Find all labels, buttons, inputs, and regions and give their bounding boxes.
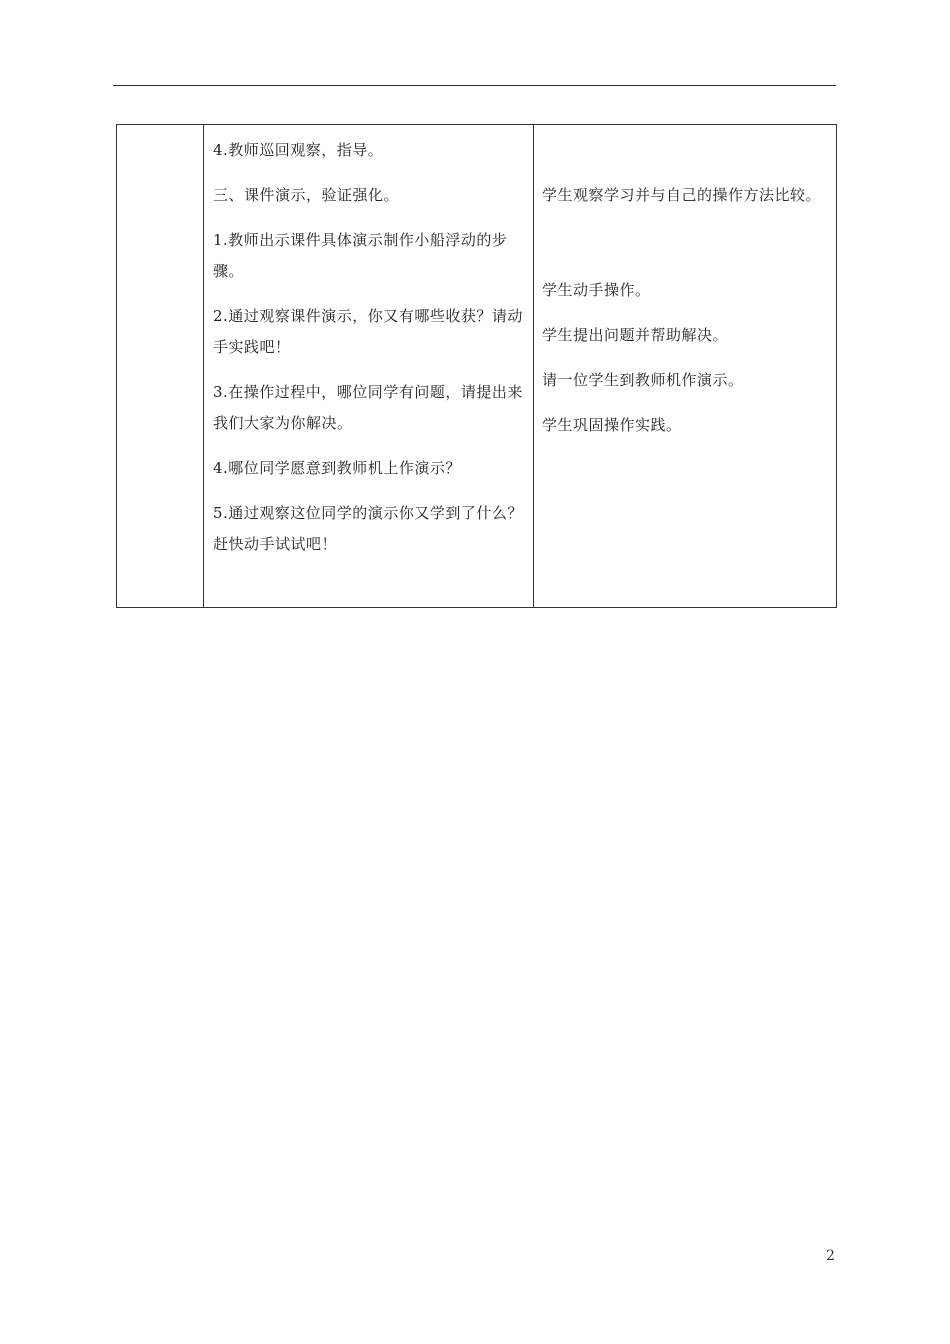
teacher-step: 3.在操作过程中，哪位同学有问题，请提出来我们大家为你解决。 — [213, 383, 523, 432]
student-activity: 学生动手操作。 — [542, 281, 651, 299]
student-activity: 学生观察学习并与自己的操作方法比较。 — [542, 186, 822, 204]
page-number: 2 — [826, 1248, 835, 1264]
section-heading: 三、课件演示，验证强化。 — [213, 186, 400, 204]
teacher-step: 5.通过观察这位同学的演示你又学到了什么？赶快动手试试吧！ — [213, 504, 523, 553]
table-row — [117, 125, 837, 608]
header-rule — [113, 85, 836, 86]
student-activity: 请一位学生到教师机作演示。 — [542, 371, 744, 389]
stage-cell — [117, 125, 204, 608]
teacher-activity-cell — [204, 125, 534, 608]
teacher-step: 4.教师巡回观察，指导。 — [213, 141, 384, 159]
teacher-step: 2.通过观察课件演示，你又有哪些收获？请动手实践吧！ — [213, 307, 523, 356]
lesson-plan-table — [116, 124, 837, 608]
student-activity: 学生提出问题并帮助解决。 — [542, 326, 729, 344]
teacher-step: 1.教师出示课件具体演示制作小船浮动的步骤。 — [213, 231, 508, 280]
student-activity-cell — [534, 125, 837, 608]
teacher-step: 4.哪位同学愿意到教师机上作演示？ — [213, 459, 461, 477]
student-activity: 学生巩固操作实践。 — [542, 416, 682, 434]
